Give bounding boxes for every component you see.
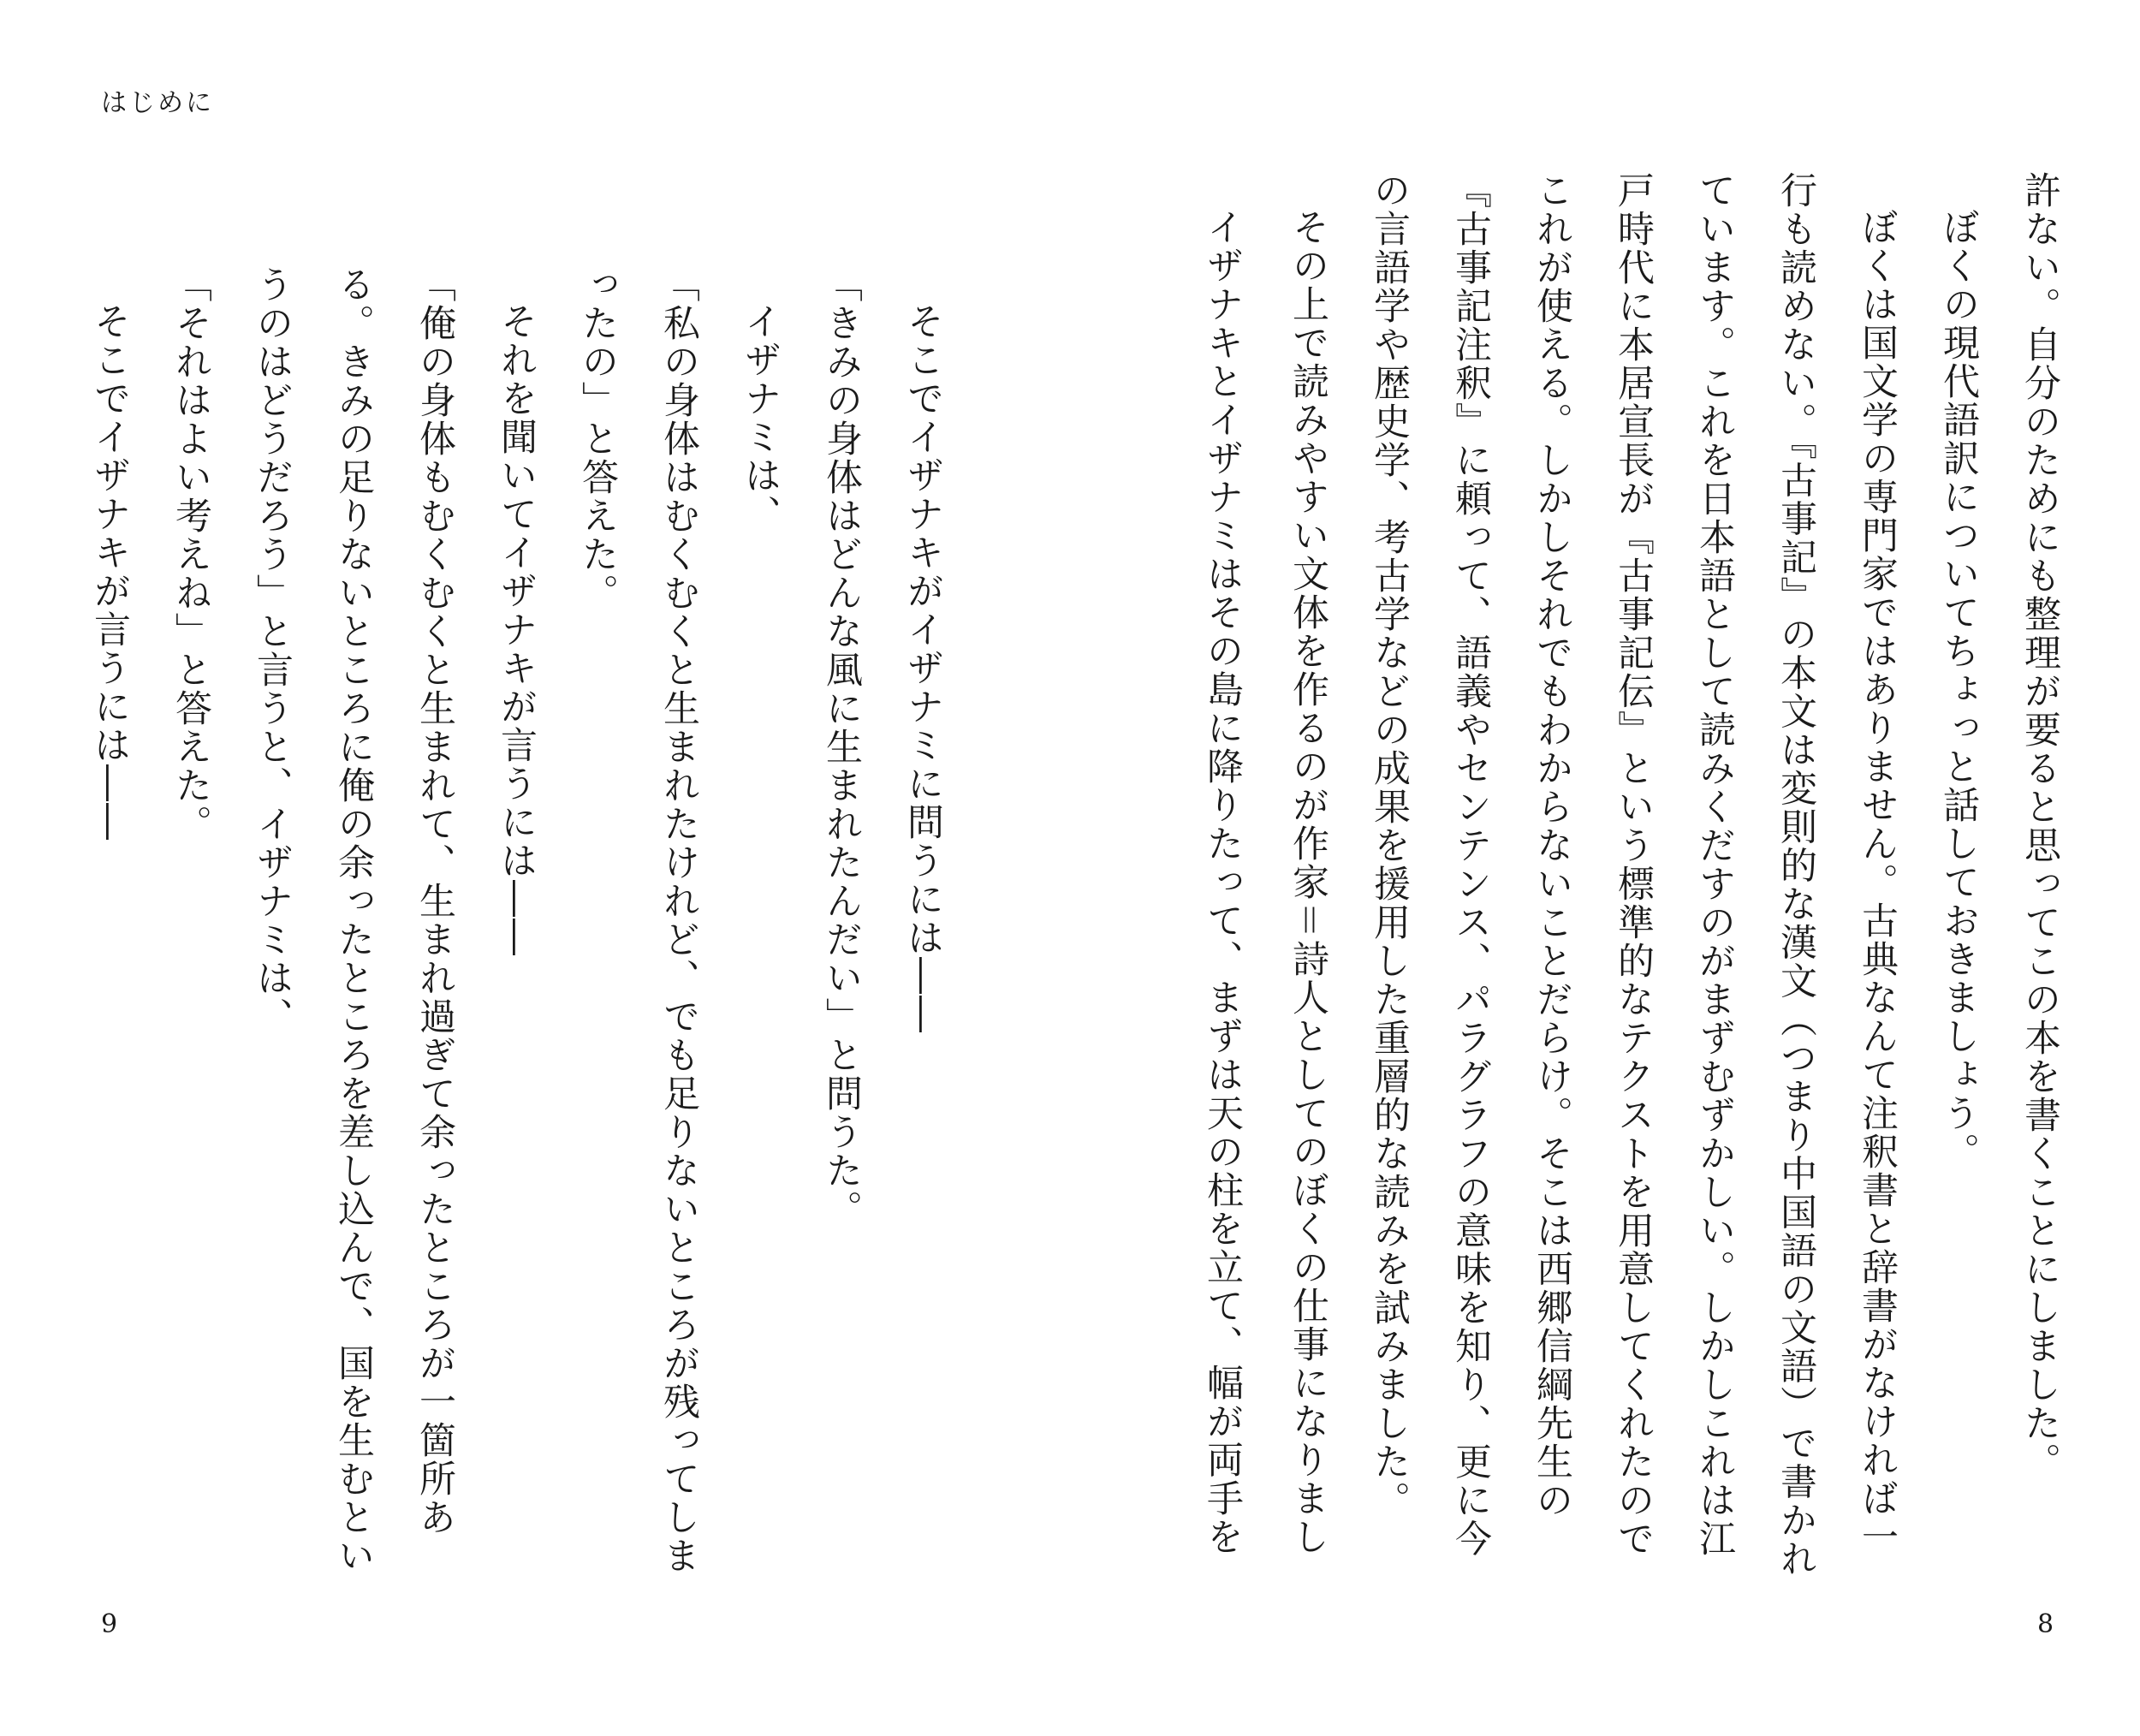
text-paragraph: ぼくの現代語訳についてちょっと話しておきましょう。 xyxy=(1937,208,1980,1171)
text-paragraph: イザナキとイザナミはその島に降りたって、まずは天の柱を立て、幅が両手を xyxy=(1201,208,1244,1556)
text-paragraph: そこでイザナキがイザナミに問うには―― xyxy=(901,302,944,1034)
page-number-left: 9 xyxy=(101,1609,118,1639)
text-paragraph: イザナミは、 xyxy=(739,302,782,533)
text-paragraph: 「俺の身体もむくむくと生まれて、生まれ過ぎて余ったところが一箇所ある。きみの足りないところに俺の余ったところを差し込んで、国を生むというのはどうだろう」と言うと、イザナミは、 xyxy=(251,265,456,1575)
text-paragraph: それを聞いてイザナキが言うには―― xyxy=(495,302,538,957)
text-paragraph: そこでイザナキが言うには―― xyxy=(88,302,131,841)
text-paragraph: その上で読みやすい文体を作るのが作家＝詩人としてのぼくの仕事になりまし xyxy=(1287,208,1329,1556)
middle-quote-text xyxy=(1181,171,1263,1584)
text-paragraph: 「きみの身体はどんな風に生まれたんだい」と問うた。 xyxy=(820,265,863,1228)
right-page-text xyxy=(1267,171,2080,1584)
running-head: はじめに xyxy=(101,88,214,118)
text-paragraph: 許ない。自分のためにも整理が要ると思ってこの本を書くことにしました。 xyxy=(2018,171,2061,1481)
text-paragraph: 「それはよい考えね」と答えた。 xyxy=(169,265,212,843)
text-paragraph: 「私の身体はむくむくと生まれたけれど、でも足りないところが残ってしまったの」と答えた。 xyxy=(576,265,700,1575)
page-number-right: 8 xyxy=(2037,1609,2054,1639)
text-paragraph: ぼくは国文学の専門家ではありません。古典なんて注釈書と辞書がなければ一行も読めない。『古事記』の本文は変則的な漢文（つまり中国語の文語）で書かれています。これを日本語として読みくだすのがまずむずかしい。しかしこれは江戸時代に本居宣長が『古事記伝』という標準的なテクストを用意してくれたのでこれが使える。しかしそれでもわからないことだらけ。そこは西郷信綱先生の『古事記注釈』に頼って、語義やセンテンス、パラグラフの意味を知り、更に今の言語学や歴史学、考古学などの成果を援用した重層的な読みを試みました。 xyxy=(1368,171,1899,1578)
left-page-text xyxy=(81,265,963,1584)
